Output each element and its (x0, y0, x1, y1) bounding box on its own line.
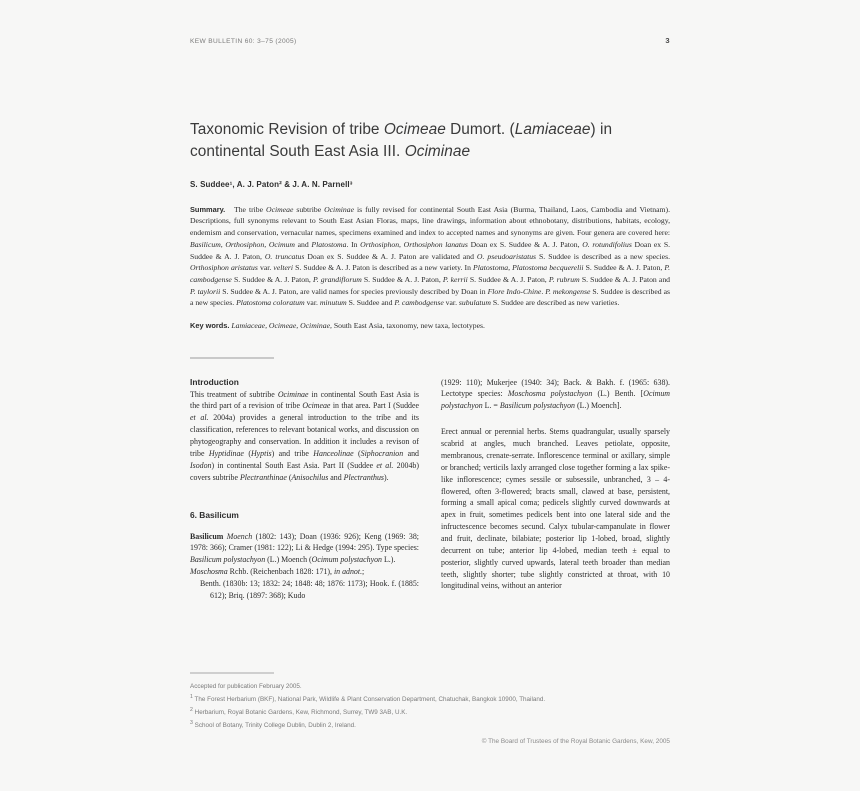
keywords-block (190, 320, 670, 332)
title-line2-italic-ociminae: Ociminae (404, 142, 471, 160)
nomenclature-paragraph-2-cont: Benth. (1830b: 13; 1832: 24; 1848: 48; 1876: 1173); Hook. f. (1885: 612); Briq. (1897: 368); Kudo (200, 578, 419, 600)
page-content (190, 36, 670, 602)
footnote-divider-rule (190, 672, 274, 674)
footnote-affiliation-2-text: Herbarium, Royal Botanic Gardens, Kew, Richmond, Surrey, TW9 3AB, U.K. (194, 708, 408, 716)
genus-heading-basilicum: 6. Basilicum (190, 509, 239, 520)
introduction-paragraph: This treatment of subtribe Ociminae in continental South East Asia is the third part of a revision of tribe Ocimeae in that area. Part I (Suddee et al. 2004a) provides a general introduction to the tribe and its classification, references to relevant botanical works, and discussion on phytogeography and conservation. In addition it includes a revison of tribe Hyptidinae (Hyptis) and tribe Hanceolinae (Siphocranion and Isodon) in continental South East Asia. Part II (Suddee et al. 2004b) covers subtribe Plectranthinae (Anisochilus and Plectranthus). (190, 389, 420, 482)
section-divider-rule (190, 357, 274, 359)
keywords-plain-terms: South East Asia, taxonomy, new taxa, lectotypes. (331, 321, 485, 331)
title-line1-part-b: Dumort. ( (445, 121, 515, 138)
genus-description-paragraph: Erect annual or perennial herbs. Stems quadrangular, usually sparsely scabrid at angles, much branched. Leaves petiolate, opposite, membranous, crenate-serrate. Inflorescence terminal or axillary, simple or branched; verticils laxly arranged close together forming a lax spike-like inflorescence; cymes sessile or subsessile, unbranched, 3 – 4-flowered, often 3-flowered; bracts small, clawed at base, persistent, forming a small apical coma; pedicels slightly curved downwards at apex in fruit, sometimes pedicels bent into one lateral side and the infructescence becomes secund. Calyx tubular-campanulate in flower and fruit, declinate, bilabiate; posterior lip 1-lobed, broad, slightly decurrent on tube; anterior lip 4-lobed, median teeth ± equal to posterior, slightly curved upwards, lateral teeth broader than median teeth, slightly shorter; tube slightly constricted at throat, with 10 longitudinal veins, without an anterior (441, 427, 670, 591)
introduction-heading: Introduction (190, 376, 239, 387)
right-column (441, 377, 670, 602)
abstract-block (190, 204, 670, 309)
body-columns (190, 377, 670, 602)
copyright-line: © The Board of Trustees of the Royal Botanic Gardens, Kew, 2005 (481, 738, 670, 745)
title-line1-italic-ocimeae: Ocimeae (383, 121, 446, 138)
footnote-marker-2: 2 (190, 706, 193, 713)
nomenclature-continuation: (1929: 110); Mukerjee (1940: 34); Back. & Bakh. f. (1965: 638). Lectotype species: Moschosma polystachyon (L.) Benth. [Ocimum polystachyon L. = Basilicum polystachyon (L.) Moench]. (441, 377, 670, 411)
footnote-accepted-date: Accepted for publication February 2005. (190, 683, 302, 690)
nomenclature-paragraph-1: Basilicum Moench (1802: 143); Doan (1936: 926); Keng (1969: 38; 1978: 366); Cramer (1981: 122); Li & Hedge (1994: 295). Type species: Basilicum polystachyon (L.) Moench (Ocimum polystachyon L.). (190, 531, 419, 565)
title-line1-italic-lamiaceae: Lamiaceae (514, 121, 591, 138)
page-number: 3 (665, 36, 670, 45)
footnote-affiliation-3 (190, 719, 670, 732)
footnote-affiliation-1 (190, 693, 670, 706)
abstract-label: Summary. (190, 204, 226, 214)
left-column (190, 377, 419, 602)
abstract-text: The tribe Ocimeae subtribe Ociminae is fully revised for continental South East Asia (Burma, Thailand, Laos, Cambodia and Vietnam). Descriptions, full synonyms relevant to South East Asian Floras, maps, line drawings, information about ethnobotany, distributions, habitats, ecology, endemism and conservation, vernacular names, specimens examined and index to accepted names and synonyms are given. Four genera are covered here: Basilicum, Orthosiphon, Ocimum and Platostoma. In Orthosiphon, Orthosiphon lanatus Doan ex S. Suddee & A. J. Paton, O. rotundifolius Doan ex S. Suddee & A. J. Paton, O. truncatus Doan ex S. Suddee & A. J. Paton are validated and O. pseudoaristatus S. Suddee is described as a new species. Orthosiphon aristatus var. velteri S. Suddee & A. J. Paton is described as a new variety. In Platostoma, Platostoma becquerelii S. Suddee & A. J. Paton, P. cambodgense S. Suddee & A. J. Paton, P. grandiflorum S. Suddee & A. J. Paton, P. kerrii S. Suddee & A. J. Paton, P. rubrum S. Suddee & A. J. Paton and P. taylorii S. Suddee & A. J. Paton, are valid names for species previously described by Doan in Flore Indo-Chine. P. mekongense S. Suddee is described as a new species. Platostoma coloratum var. minutum S. Suddee and P. cambodgense var. subulatum S. Suddee are described as new varieties. (190, 204, 671, 308)
footnote-affiliation-1-text: The Forest Herbarium (BKF), National Park, Wildlife & Plant Conservation Department, Chatuchak, Bangkok 10900, Thailand. (194, 695, 546, 703)
running-head-citation: KEW BULLETIN 60: 3–75 (2005) (190, 38, 297, 45)
footnote-affiliation-2 (190, 706, 670, 719)
keywords-italic-terms: Lamiaceae, Ocimeae, Ociminae, (231, 321, 332, 331)
title-line2-part-a: continental South East Asia III. (190, 142, 405, 160)
page-title (190, 119, 670, 163)
title-block (190, 119, 670, 189)
title-line1-part-a: Taxonomic Revision of tribe (190, 121, 384, 138)
nomenclature-paragraph-2: Moschosma Rchb. (Reichenbach 1828: 171), in adnot.; (190, 567, 365, 577)
running-head (190, 36, 670, 47)
footnote-marker-3: 3 (190, 719, 193, 726)
keywords-label: Key words. (190, 321, 230, 331)
title-line1-part-c: ) in (590, 121, 613, 138)
footnote-affiliation-3-text: School of Botany, Trinity College Dublin, Dublin 2, Ireland. (194, 721, 356, 729)
footnotes-block (190, 682, 670, 732)
footnote-marker-1: 1 (190, 693, 193, 700)
author-list: S. Suddee¹, A. J. Paton² & J. A. N. Parnell³ (190, 179, 353, 189)
